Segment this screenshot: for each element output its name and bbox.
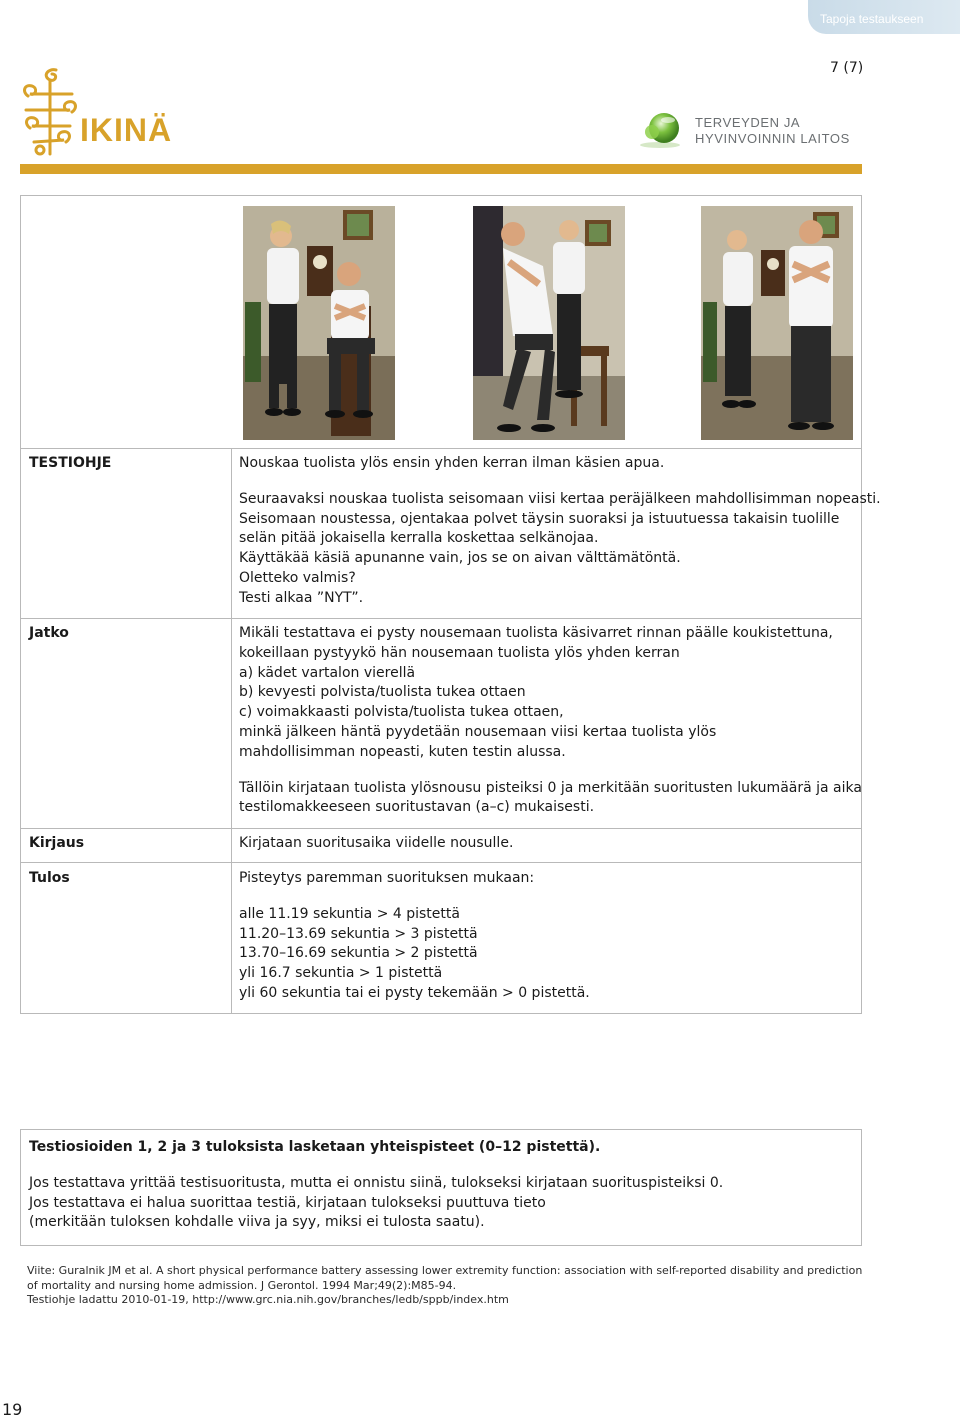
summary-text xyxy=(29,1138,723,1233)
text-line: testilomakkeeseen suoritustavan (a–c) mukaisesti. xyxy=(239,799,595,816)
thl-line-1: TERVEYDEN JA xyxy=(695,115,801,130)
text-line: mahdollisimman nopeasti, kuten testin alussa. xyxy=(239,743,566,760)
reference-line: of mortality and nursing home admission. J Gerontol. 1994 Mar;49(2):M85-94. xyxy=(27,1278,457,1292)
page-count: 7 (7) xyxy=(830,60,864,76)
text-line: Testi alkaa ”NYT”. xyxy=(239,589,364,606)
text-line: b) kevyesti polvista/tuolista tukea ottaen xyxy=(239,684,526,701)
row-label-testiohje: TESTIOHJE xyxy=(29,455,112,471)
page-number: 19 xyxy=(2,1400,23,1419)
thl-logo xyxy=(638,108,862,152)
photo-rising xyxy=(473,206,625,440)
text-line: kokeillaan pystyykö hän nousemaan tuolista ylös yhden kerran xyxy=(239,644,680,661)
text-line: yli 16.7 sekuntia > 1 pistettä xyxy=(239,965,443,982)
table-row-divider xyxy=(21,862,861,863)
reference-link-line[interactable]: Testiohje ladattu 2010-01-19, http://www.grc.nia.nih.gov/branches/ledb/sppb/index.htm xyxy=(27,1293,509,1306)
table-row-divider xyxy=(21,828,861,829)
row-label-jatko: Jatko xyxy=(29,625,69,641)
text-line: Pisteytys paremman suorituksen mukaan: xyxy=(239,870,535,886)
summary-line: Jos testattava yrittää testisuoritusta, mutta ei onnistu siinä, tulokseksi kirjataan suorituspisteiksi 0. xyxy=(29,1174,724,1191)
text-line: selän pitää jokaisella kerralla koskettaa selkänojaa. xyxy=(239,530,599,547)
text-line: Tällöin kirjataan tuolista ylösnousu pisteiksi 0 ja merkitään suoritusten lukumäärä ja aika xyxy=(239,779,862,796)
text-line: c) voimakkaasti polvista/tuolista tukea ottaen, xyxy=(239,704,564,721)
row-label-kirjaus: Kirjaus xyxy=(29,835,85,851)
summary-line: (merkitään tuloksen kohdalle viiva ja syy, miksi ei tulosta saatu). xyxy=(29,1214,485,1231)
instructor-figure xyxy=(553,220,585,398)
row-text-testiohje xyxy=(239,454,881,609)
text-line: Nouskaa tuolista ylös ensin yhden kerran ilman käsien apua. xyxy=(239,455,665,471)
row-text-kirjaus xyxy=(239,834,857,854)
text-line: a) kädet vartalon vierellä xyxy=(239,664,416,681)
text-line: yli 60 sekuntia tai ei pysty tekemään > 0 pistettä. xyxy=(239,984,590,1001)
summary-box xyxy=(20,1129,862,1246)
text-line: Mikäli testattava ei pysty nousemaan tuolista käsivarret rinnan päälle koukistettuna, xyxy=(239,625,833,641)
test-instruction-table xyxy=(20,195,881,1014)
text-line: alle 11.19 sekuntia > 4 pistettä xyxy=(239,905,460,922)
text-line: Käyttäkää käsiä apunanne vain, jos se on aivan välttämätöntä. xyxy=(239,550,681,567)
row-text-jatko xyxy=(239,624,862,818)
photo-standing xyxy=(701,206,853,440)
text-line: Oletteko valmis? xyxy=(239,569,356,586)
ikina-wordmark: IKINÄ xyxy=(80,112,173,148)
subject-figure-standing xyxy=(788,220,834,430)
text-line: minkä jälkeen häntä pyydetään nousemaan viisi kertaa tuolista ylös xyxy=(239,723,717,740)
reference-note xyxy=(27,1264,863,1308)
summary-line: Jos testattava ei halua suorittaa testiä, kirjataan tulokseksi puuttuva tieto xyxy=(29,1194,546,1211)
green-sphere-icon xyxy=(638,110,688,150)
text-line: Seisomaan noustessa, ojentakaa polvet täysin suoraksi ja istuutuessa takaisin tuolille xyxy=(239,510,840,527)
text-line: 11.20–13.69 sekuntia > 3 pistettä xyxy=(239,925,478,942)
spiral-emblem-icon xyxy=(20,66,78,156)
thl-line-2: HYVINVOINNIN LAITOS xyxy=(695,131,850,146)
section-tab[interactable]: Tapoja testaukseen xyxy=(808,0,960,34)
row-text-tulos xyxy=(239,869,857,1004)
ikina-logo xyxy=(20,66,173,156)
instructor-figure xyxy=(722,230,756,408)
text-line: Kirjataan suoritusaika viidelle nousulle. xyxy=(239,835,514,851)
table-row-divider xyxy=(21,618,861,619)
table-row-divider xyxy=(21,448,861,449)
text-line: Seuraavaksi nouskaa tuolista seisomaan viisi kertaa peräjälkeen mahdollisimman nopeasti. xyxy=(239,490,881,507)
row-label-tulos: Tulos xyxy=(29,870,70,886)
table-column-divider xyxy=(231,448,232,1014)
gold-divider xyxy=(20,164,862,174)
photo-seated-start xyxy=(243,206,395,440)
summary-lead: Testiosioiden 1, 2 ja 3 tuloksista lasketaan yhteispisteet (0–12 pistettä). xyxy=(29,1139,601,1155)
reference-line: Viite: Guralnik JM et al. A short physical performance battery assessing lower extremity function: association with self-reported disability and prediction xyxy=(27,1264,863,1277)
text-line: 13.70–16.69 sekuntia > 2 pistettä xyxy=(239,945,478,962)
